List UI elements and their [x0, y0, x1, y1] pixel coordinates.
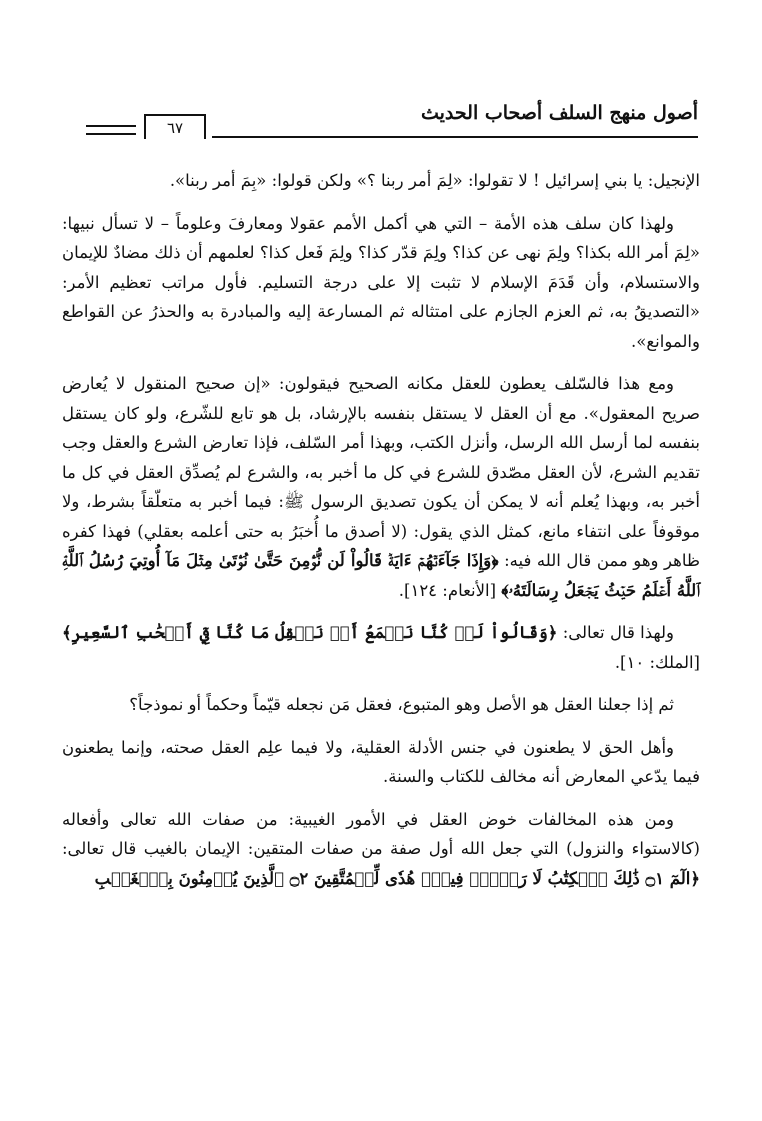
verse-reference-mulk: [الملك: ١٠]. [614, 652, 700, 672]
quran-verse-mulk: ﴿وَقَالُواْ لَوۡ كُنَّا نَسۡمَعُ أَوۡ نَعۡقِلُ مَا كُنَّا فِيٓ أَصۡحَٰبِ ٱلسَّعِيرِ﴾ [62, 623, 558, 642]
header-rule [212, 136, 698, 138]
paragraph-4-text: ولهذا قال تعالى: [562, 623, 674, 642]
paragraph-4 [62, 618, 700, 677]
paragraph-3 [62, 369, 700, 605]
paragraph-7-text: ومن هذه المخالفات خوض العقل في الأمور الغيبية: من صفات الله تعالى وأفعاله (كالاستواء والنزول) التي جعل الله أول صفة من صفات المتقين: الإيمان بالغيب قال تعالى: [62, 809, 700, 858]
running-title: أصول منهج السلف أصحاب الحديث [420, 102, 698, 124]
paragraph-6: وأهل الحق لا يطعنون في جنس الأدلة العقلية، ولا فيما علِم العقل صحته، وإنما يطعنون فيما يدّعي المعارض أنه مخالف للكتاب والسنة. [62, 737, 700, 786]
header-double-rule [86, 125, 136, 135]
verse-reference-anam: [الأنعام: ١٢٤]. [398, 580, 497, 600]
page-header [86, 96, 698, 146]
body-text [62, 166, 700, 906]
quran-verse-baqarah: ﴿الٓمٓ ۝١ ذَٰلِكَ ٱلۡكِتَٰبُ لَا رَيۡبَۛ فِيهِۛ هُدٗى لِّلۡمُتَّقِينَ ۝٢ ٱلَّذِينَ يُؤۡمِنُونَ بِٱلۡغَيۡبِ [94, 868, 700, 888]
paragraph-2: ولهذا كان سلف هذه الأمة – التي هي أكمل الأمم عقولا ومعارفَ وعلوماً – لا تسأل نبيها: «لِمَ أمر الله بكذا؟ ولِمَ نهى عن كذا؟ ولِمَ قدّر كذا؟ ولِمَ فَعل كذا؟ لعلمهم أن ذلك مضادٌ للإيمان والاستسلام، وأن قَدَمَ الإسلام لا تثبت إلا على درجة التسليم. فأول مراتب تعظيم الأمر: «التصديقُ به، ثم العزم الجازم على امتثاله ثم المسارعة إليه والمبادرة به والحذرُ عن القواطع والموانع». [62, 213, 700, 351]
paragraph-1: الإنجيل: يا بني إسرائيل ! لا تقولوا: «لِمَ أمر ربنا ؟» ولكن قولوا: «بِمَ أمر ربنا». [169, 171, 700, 190]
quran-verse-anam: ﴿وَإِذَا جَآءَتۡهُمۡ ءَايَةٞ قَالُواْ لَن نُّؤۡمِنَ حَتَّىٰ نُؤۡتَىٰ مِثۡلَ مَآ أُوتِيَ رُسُلُ ٱللَّهِۘ ٱللَّهُ أَعۡلَمُ حَيۡثُ يَجۡعَلُ رِسَالَتَهُۥ﴾ [62, 551, 700, 600]
page-number: ٦٧ [144, 114, 206, 139]
paragraph-3-text: ومع هذا فالسّلف يعطون للعقل مكانه الصحيح فيقولون: «إن صحيح المنقول لا يُعارض صريح المعقول». مع أن العقل لا يستقل بنفسه بالإرشاد، بل هو تابع للشّرع، ولو كان يستقل بنفسه لما أرسل الله الرسل، وأنزل الكتب، وبهذا أمر السّلف، فإذا تعارض الشرع والعقل وجب تقديم الشرع، لأن العقل مصّدق للشرع في كل ما أخبر به، والشرع لم يُصدِّق العقل في كل ما أخبر به، وبهذا يُعلم أنه لا يمكن أن يكون تصديق الرسول ﷺ: فيما أخبر به متعلّقاً بشرط، ولا موقوفاً على انتفاء مانع، كمثل الذي يقول: (لا أصدق ما أُخبَرُ به حتى أعلمه بعقلي) فهذا كفره ظاهر وهو ممن قال الله فيه: [62, 374, 700, 570]
paragraph-7 [62, 805, 700, 894]
paragraph-5: ثم إذا جعلنا العقل هو الأصل وهو المتبوع، فعقل مَن نجعله قيّماً وحكماً أو نموذجاً؟ [129, 695, 674, 714]
